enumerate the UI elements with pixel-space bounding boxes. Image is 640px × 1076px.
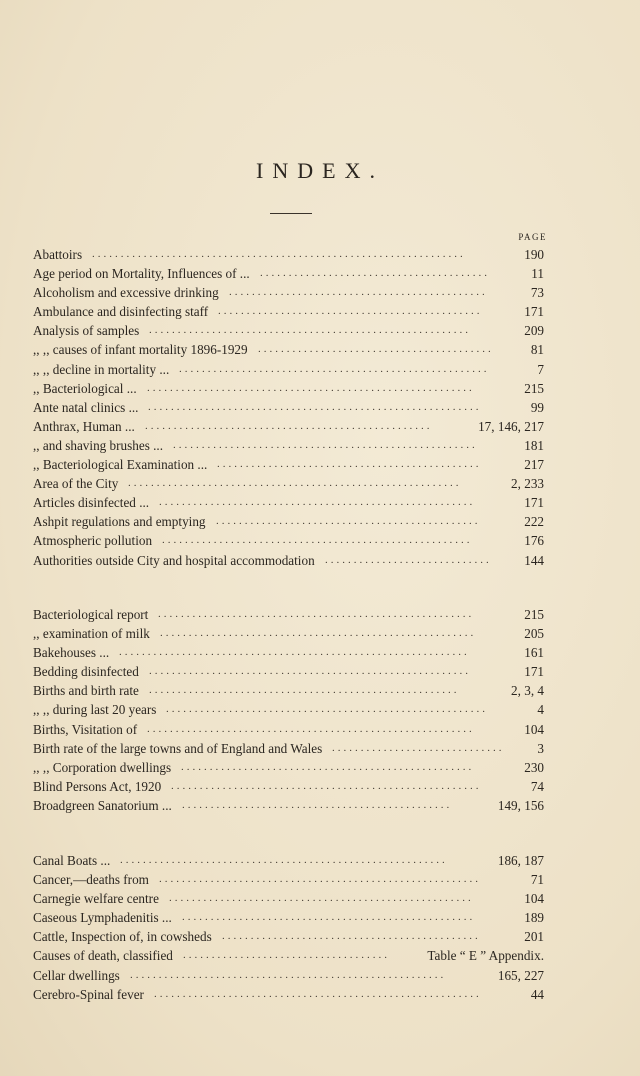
index-entry-page: 201 bbox=[524, 929, 544, 945]
index-entry-page: 7 bbox=[537, 361, 544, 377]
dot-leader: .............................................. bbox=[218, 305, 483, 318]
index-entry-label: Birth rate of the large towns and of England and Wales bbox=[33, 740, 323, 756]
index-entry-label: Caseous Lymphadenitis ... bbox=[33, 910, 172, 926]
index-entry bbox=[33, 851, 544, 870]
dot-leader: ............................................................. bbox=[119, 646, 470, 659]
index-entry-page: 215 bbox=[524, 607, 544, 622]
index-entry-page: 171 bbox=[524, 664, 544, 680]
dot-leader: .............................. bbox=[332, 741, 505, 754]
index-entry-page: 73 bbox=[530, 285, 544, 301]
index-entry-label: Articles disinfected ... bbox=[33, 495, 150, 511]
index-section-a bbox=[33, 245, 544, 570]
index-entry-label: Cancer,—deaths from bbox=[33, 872, 149, 888]
index-entry-page: 3 bbox=[537, 740, 544, 756]
index-entry-page: 165, 227 bbox=[497, 967, 544, 983]
index-entry-label: Ashpit regulations and emptying bbox=[33, 514, 206, 530]
index-entry bbox=[33, 966, 544, 985]
index-section-c bbox=[33, 851, 544, 1004]
dot-leader: .......................................................... bbox=[128, 477, 462, 490]
index-entry-label: ,, ,, decline in mortality ... bbox=[33, 361, 170, 377]
dot-leader: ..................................................... bbox=[169, 892, 474, 905]
dot-leader: ................................................................. bbox=[92, 248, 466, 260]
index-entry-label: Atmospheric pollution bbox=[33, 533, 153, 549]
index-entry-label: Broadgreen Sanatorium ... bbox=[33, 797, 172, 813]
dot-leader: ................................................... bbox=[181, 760, 475, 773]
index-entry-page: 2, 3, 4 bbox=[511, 683, 544, 699]
dot-leader: ......................................... bbox=[258, 343, 494, 356]
index-entry-label: ,, Bacteriological Examination ... bbox=[33, 457, 208, 473]
dot-leader: ......................................................... bbox=[147, 722, 475, 735]
index-entry-page: 81 bbox=[530, 342, 544, 358]
index-entry-label: Canal Boats ... bbox=[33, 853, 111, 868]
index-entry bbox=[33, 417, 544, 436]
index-entry bbox=[33, 681, 544, 700]
index-entry bbox=[33, 662, 544, 681]
index-entry bbox=[33, 360, 544, 379]
dot-leader: ............................................. bbox=[222, 930, 481, 943]
index-entry bbox=[33, 283, 544, 302]
index-entry-page: 44 bbox=[530, 986, 544, 1002]
index-entry bbox=[33, 870, 544, 889]
dot-leader: ......................................................... bbox=[120, 854, 448, 866]
dot-leader: ......................................................... bbox=[154, 987, 482, 1000]
index-entry-label: Ambulance and disinfecting staff bbox=[33, 304, 209, 320]
index-entry-page: 99 bbox=[530, 399, 544, 415]
index-entry-page: 176 bbox=[524, 533, 544, 549]
index-entry-label: Ante natal clinics ... bbox=[33, 399, 139, 415]
dot-leader: ....................................................... bbox=[159, 496, 476, 509]
index-entry-label: Anthrax, Human ... bbox=[33, 418, 135, 434]
index-entry bbox=[33, 643, 544, 662]
index-entry-label: Age period on Mortality, Influences of ... bbox=[33, 266, 250, 282]
index-entry-label: Blind Persons Act, 1920 bbox=[33, 778, 162, 794]
index-entry-page: 230 bbox=[524, 759, 544, 775]
dot-leader: .......................................................... bbox=[148, 400, 482, 413]
index-entry bbox=[33, 758, 544, 777]
index-entry-page: 215 bbox=[524, 380, 544, 396]
index-entry-label: ,, ,, Corporation dwellings bbox=[33, 759, 172, 775]
index-entry-page: 222 bbox=[524, 514, 544, 530]
dot-leader: ........................................ bbox=[260, 267, 490, 280]
index-entry bbox=[33, 927, 544, 946]
index-entry-label: Births, Visitation of bbox=[33, 721, 138, 737]
index-entry-page: 217 bbox=[524, 457, 544, 473]
index-entry-label: Cellar dwellings bbox=[33, 967, 120, 983]
dot-leader: ...................................................... bbox=[171, 779, 482, 792]
index-entry-label: Bacteriological report bbox=[33, 607, 149, 622]
index-entry bbox=[33, 264, 544, 283]
index-entry-label: ,, and shaving brushes ... bbox=[33, 437, 164, 453]
index-entry bbox=[33, 720, 544, 739]
index-entry bbox=[33, 551, 544, 570]
dot-leader: ........................................................ bbox=[149, 665, 471, 678]
index-entry-page: 17, 146, 217 bbox=[478, 418, 544, 434]
index-entry-label: Causes of death, classified bbox=[33, 948, 173, 964]
index-entry-page: 104 bbox=[524, 891, 544, 907]
index-entry bbox=[33, 739, 544, 758]
dot-leader: ......................................................... bbox=[147, 381, 475, 394]
dot-leader: ...................................................... bbox=[162, 534, 473, 547]
index-entry-page: 149, 156 bbox=[497, 797, 544, 813]
index-entry bbox=[33, 455, 544, 474]
index-entry-page: 171 bbox=[524, 495, 544, 511]
index-entry-label: Area of the City bbox=[33, 476, 119, 492]
index-entry-label: Cerebro-Spinal fever bbox=[33, 986, 144, 1002]
index-entry bbox=[33, 245, 544, 264]
index-entry bbox=[33, 398, 544, 417]
index-entry-page: Table “ E ” Appendix. bbox=[427, 948, 544, 964]
index-entry bbox=[33, 474, 544, 493]
page-title: INDEX. bbox=[256, 158, 384, 183]
index-entry bbox=[33, 512, 544, 531]
dot-leader: ...................................................... bbox=[179, 362, 490, 375]
index-entry-page: 71 bbox=[530, 872, 544, 888]
index-entry-label: ,, ,, during last 20 years bbox=[33, 702, 157, 718]
dot-leader: .................................................. bbox=[145, 419, 433, 432]
index-entry-page: 144 bbox=[524, 552, 544, 568]
index-entry bbox=[33, 493, 544, 512]
index-section-b bbox=[33, 605, 544, 815]
index-entry-page: 181 bbox=[524, 437, 544, 453]
page-column-heading: PAGE bbox=[518, 232, 547, 242]
index-entry bbox=[33, 436, 544, 455]
index-entry-page: 186, 187 bbox=[497, 853, 544, 868]
dot-leader: .............................................. bbox=[217, 458, 482, 471]
index-entry-label: Cattle, Inspection of, in cowsheds bbox=[33, 929, 212, 945]
dot-leader: ........................................................ bbox=[149, 324, 471, 337]
dot-leader: ....................................................... bbox=[160, 627, 477, 640]
dot-leader: .................................... bbox=[183, 949, 390, 962]
index-entry bbox=[33, 531, 544, 550]
dot-leader: ........................................................ bbox=[159, 873, 481, 886]
index-entry bbox=[33, 605, 544, 624]
index-entry-page: 205 bbox=[524, 626, 544, 642]
dot-leader: ........................................................ bbox=[166, 703, 488, 716]
index-entry-page: 11 bbox=[531, 266, 544, 282]
index-entry bbox=[33, 321, 544, 340]
index-entry-label: Births and birth rate bbox=[33, 683, 139, 699]
dot-leader: ................................................... bbox=[182, 911, 476, 924]
dot-leader: ...................................................... bbox=[149, 684, 460, 697]
index-entry-label: ,, ,, causes of infant mortality 1896-1929 bbox=[33, 342, 248, 358]
dot-leader: ....................................................... bbox=[158, 608, 475, 620]
title-rule bbox=[270, 213, 312, 214]
index-entry-page: 4 bbox=[537, 702, 544, 718]
index-entry-page: 161 bbox=[524, 645, 544, 661]
index-entry bbox=[33, 946, 544, 965]
index-entry-page: 209 bbox=[524, 323, 544, 339]
index-entry bbox=[33, 624, 544, 643]
index-entry bbox=[33, 908, 544, 927]
index-entry-page: 189 bbox=[524, 910, 544, 926]
index-entry-label: Alcoholism and excessive drinking bbox=[33, 285, 219, 301]
index-entry bbox=[33, 379, 544, 398]
index-entry-page: 190 bbox=[524, 247, 544, 262]
index-entry-page: 2, 233 bbox=[511, 476, 544, 492]
index-entry bbox=[33, 302, 544, 321]
index-entry-label: ,, examination of milk bbox=[33, 626, 150, 642]
dot-leader: ............................................... bbox=[182, 798, 453, 811]
index-entry-page: 171 bbox=[524, 304, 544, 320]
index-entry bbox=[33, 700, 544, 719]
index-entry-label: Analysis of samples bbox=[33, 323, 140, 339]
index-entry-label: Carnegie welfare centre bbox=[33, 891, 159, 907]
index-entry-label: ,, Bacteriological ... bbox=[33, 380, 137, 396]
index-entry bbox=[33, 985, 544, 1004]
index-entry-page: 104 bbox=[524, 721, 544, 737]
index-entry-label: Abattoirs bbox=[33, 247, 83, 262]
index-entry-label: Bakehouses ... bbox=[33, 645, 110, 661]
dot-leader: ..................................................... bbox=[173, 438, 478, 451]
dot-leader: ............................................. bbox=[229, 286, 488, 299]
index-entry-label: Bedding disinfected bbox=[33, 664, 139, 680]
dot-leader: ....................................................... bbox=[130, 968, 447, 981]
index-entry-label: Authorities outside City and hospital accommodation bbox=[33, 552, 315, 568]
index-entry bbox=[33, 340, 544, 359]
dot-leader: ............................. bbox=[325, 553, 492, 566]
index-entry bbox=[33, 777, 544, 796]
index-entry-page: 74 bbox=[530, 778, 544, 794]
index-entry bbox=[33, 796, 544, 815]
index-entry bbox=[33, 889, 544, 908]
dot-leader: .............................................. bbox=[216, 515, 481, 528]
